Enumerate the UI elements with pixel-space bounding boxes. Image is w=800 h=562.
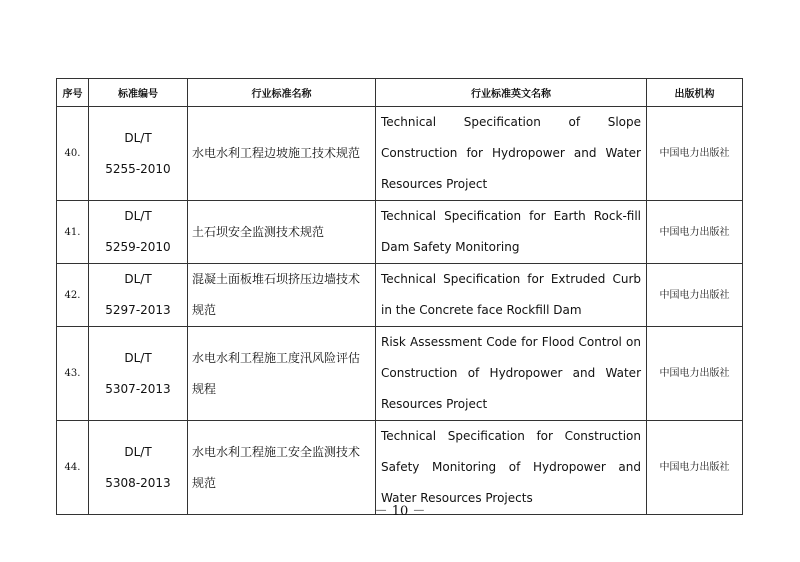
code-number: 5297-2013 [105, 303, 171, 317]
row-publisher: 中国电力出版社 [647, 421, 743, 515]
row-seq: 43. [57, 327, 89, 421]
row-name-en: Technical Specification for Earth Rock-fill Dam Safety Monitoring [376, 201, 647, 264]
row-name-cn: 水电水利工程边坡施工技术规范 [188, 107, 376, 201]
page-number: － 10 － [374, 504, 426, 519]
code-number: 5255-2010 [105, 161, 171, 176]
standards-table [56, 78, 743, 515]
header-seq: 序号 [57, 79, 89, 107]
row-standard-code [89, 201, 188, 264]
row-standard-code [89, 327, 188, 421]
row-name-en: Technical Specification of Slope Construction for Hydropower and Water Resources Project [376, 107, 647, 201]
code-prefix: DL/T [124, 209, 152, 223]
code-prefix: DL/T [124, 272, 152, 286]
table-row [57, 201, 743, 264]
row-name-en: Technical Specification for Construction Safety Monitoring of Hydropower and Water Resources Projects [376, 421, 647, 515]
header-publisher: 出版机构 [647, 79, 743, 107]
row-seq: 44. [57, 421, 89, 515]
code-number: 5308-2013 [105, 475, 171, 490]
table-row [57, 264, 743, 327]
table-row [57, 327, 743, 421]
row-publisher: 中国电力出版社 [647, 327, 743, 421]
code-prefix: DL/T [124, 350, 152, 365]
row-publisher: 中国电力出版社 [647, 107, 743, 201]
row-name-en: Technical Specification for Extruded Curb in the Concrete face Rockfill Dam [376, 264, 647, 327]
row-seq: 40. [57, 107, 89, 201]
row-name-cn: 水电水利工程施工度汛风险评估规程 [188, 327, 376, 421]
code-prefix: DL/T [124, 444, 152, 459]
row-standard-code [89, 264, 188, 327]
row-name-cn: 水电水利工程施工安全监测技术规范 [188, 421, 376, 515]
row-publisher: 中国电力出版社 [647, 264, 743, 327]
row-name-cn: 土石坝安全监测技术规范 [188, 201, 376, 264]
row-seq: 42. [57, 264, 89, 327]
code-number: 5307-2013 [105, 381, 171, 396]
row-publisher: 中国电力出版社 [647, 201, 743, 264]
table-row [57, 107, 743, 201]
row-name-en: Risk Assessment Code for Flood Control on Construction of Hydropower and Water Resources Project [376, 327, 647, 421]
header-standard-name-en: 行业标准英文名称 [376, 79, 647, 107]
code-number: 5259-2010 [105, 240, 171, 254]
header-standard-name-cn: 行业标准名称 [188, 79, 376, 107]
row-seq: 41. [57, 201, 89, 264]
row-name-cn: 混凝土面板堆石坝挤压边墙技术规范 [188, 264, 376, 327]
table-header-row [57, 79, 743, 107]
code-prefix: DL/T [124, 130, 152, 145]
row-standard-code [89, 107, 188, 201]
header-standard-code: 标准编号 [89, 79, 188, 107]
